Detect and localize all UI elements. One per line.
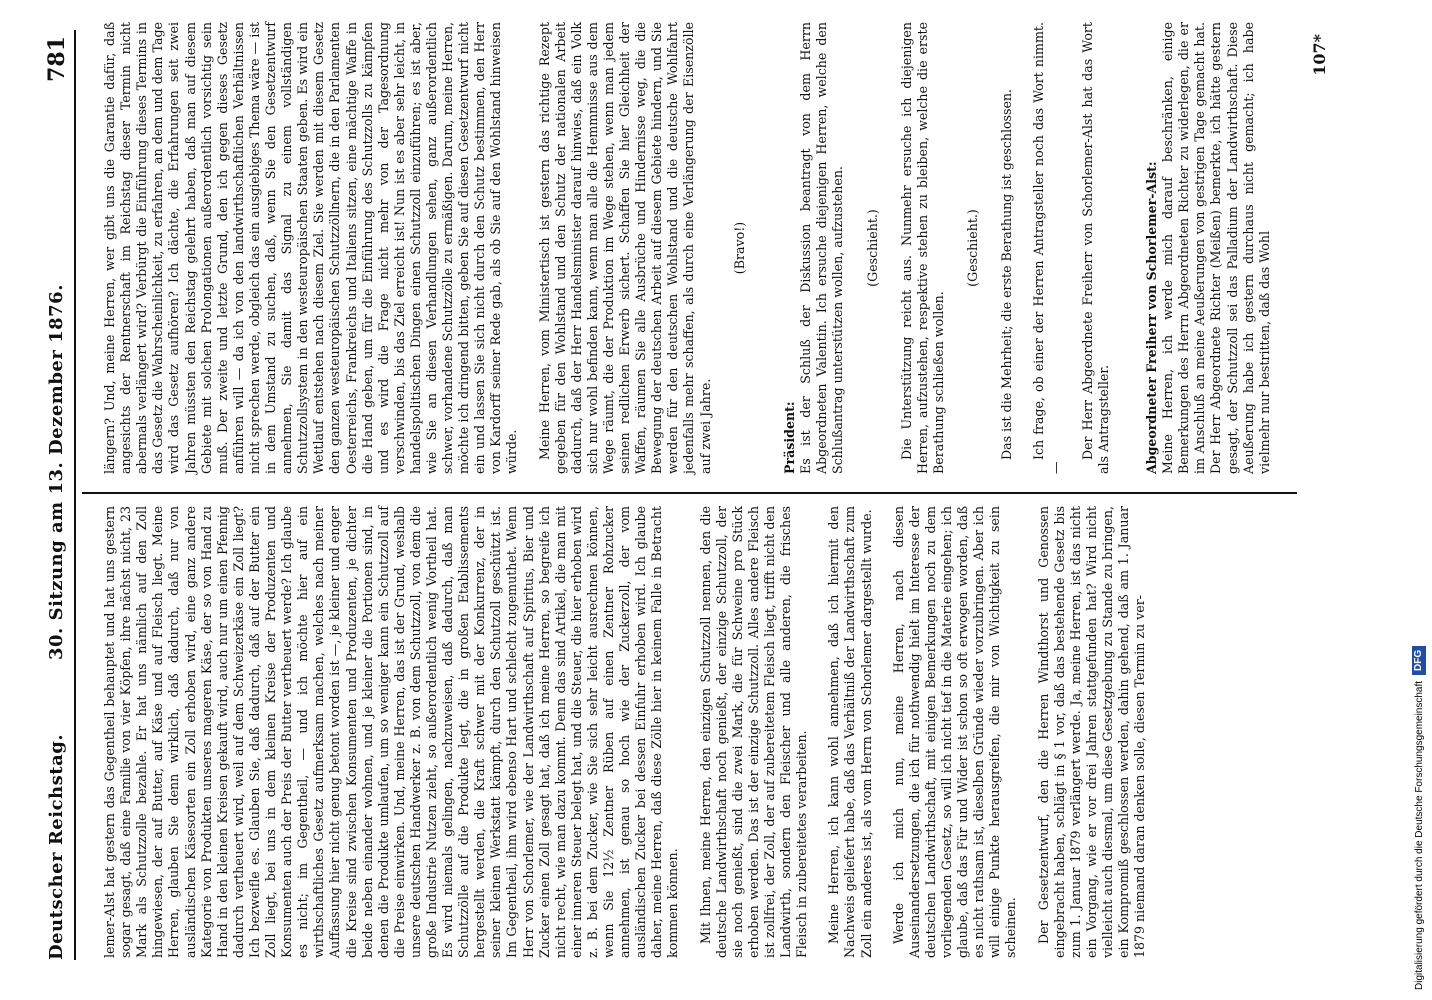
paragraph: Ich frage, ob einer der Herren Antragsteller noch das Wort nimmt. — bbox=[1031, 22, 1063, 474]
column-divider bbox=[82, 492, 1297, 494]
dfg-logo-icon: DFG bbox=[1412, 646, 1426, 675]
stage-direction: (Geschieht.) bbox=[965, 209, 981, 287]
paragraph: Der Herr Abgeordnete Freiherr von Schorlemer-Alst hat das Wort als Antragsteller. bbox=[1079, 22, 1111, 474]
paragraph: Meine Herren, ich kann wohl annehmen, daß ich hiermit den Nachweis geliefert habe, daß das Verhältniß der Landwirthschaft zum Zoll ein anderes ist, als vom Herrn von Schorlemer dargestellt wurde. bbox=[826, 506, 874, 958]
speaker-label: Abgeordneter Freiherr von Schorlemer-Alst: bbox=[1144, 161, 1160, 474]
paragraph: lemer-Alst hat gestern das Gegentheil behauptet und hat uns gestern sogar gesagt, daß eine Familie von vier Köpfen, ihre nächst nicht, 23 Mark als Schutzzolle bezahle. Er hat uns nämlich auf den Zoll hingewiesen, der auf Butter, auf Käse und auf Fleisch liegt. Meine Herren, glauben Sie denn wirklich, daß dadurch, daß nur von ausländischen Käsesorten ein Zoll erhoben wird, eine ganz andere Kategorie von Produkten unseres mageren Käse, der so von Hand zu Hand in den kleinen Kreisen gekauft wird, auch nur um einen Pfennig dadurch vertheuert wird, weil auf dem Schweizerkäse ein Zoll liegt? Ich bezweifle es. Glauben Sie, daß dadurch, daß auf der Butter ein Zoll liegt, bei uns in dem kleinen Kreise der Produzenten und Konsumenten auch der Preis der Butter vertheuert werde? Ich glaube es nicht; im Gegentheil, — und ich möchte hier auf ein wirthschaftliches Gesetz aufmerksam machen, welches nach meiner Auffassung hier nicht genug betont worden ist —, je kleiner und enger die Kreise sind zwischen Konsumenten und Produzenten, je dichter beide neben einander wohnen, und je kleiner die Portionen sind, in denen die Produkte umlaufen, um so weniger kann ein Schutzzoll auf die Preise einwirken. Und, meine Herren, das ist der Grund, weshalb unsere deutschen Handwerker z. B. von dem Schutzzoll, von dem die große Industrie Nutzen zieht, so außerordentlich wenig Vortheil hat. Es wird niemals gelingen, nachzuweisen, daß dadurch, daß man Schutzzölle auf die Produkte legt, die in großen Etablissements hergestellt werden, die Kraft schwer mit der Konkurrenz, der in seiner kleinen Werkstatt kämpft, durch den Schutzoll geschützt ist. Im Gegentheil, ihm wird ebenso Hart und schlecht zugemuthet. Wenn Herr von Schorlemer, wie der Landwirthschaft auf Spiritus, Bier und Zucker einen Zoll gesagt hat, daß ich meine Herren, so begreife ich nicht recht, wie man dazu kommt. Denn das sind Artikel, die man mit einer inneren Steuer belegt hat, und die Steuer, die hier erhoben wird z. B. bei dem Zucker, wie Sie sich sehr leicht ausrechnen können, wenn Sie 12½ Zentner Rüben auf einen Zentner Rohzucker annehmen, ist genau so hoch wie der Zuckerzoll, der vom ausländischen Zucker bei dessen Einfuhr erhoben wird. Ich glaube daher, meine Herren, daß diese Zölle hier in keinem Falle in Betracht kommen können. bbox=[102, 506, 681, 958]
stage-direction: (Bravo!) bbox=[731, 221, 747, 275]
speaker-label: Präsident: bbox=[782, 401, 798, 474]
signature-mark: 107* bbox=[1310, 34, 1329, 76]
publication-title: Deutscher Reichstag. bbox=[46, 733, 67, 960]
paragraph: Werde ich mich nun, meine Herren, nach diesen Auseinandersetzungen, die ich für nothwendig hielt im Interesse der deutschen Landwirthschaft, mit einigen Bemerkungen noch zu dem vorliegenden Gesetz, so will ich nicht tief in die Materie eingehen; ich glaube, daß das Für und Wider ist schon so oft erwogen worden, daß es nicht rathsam ist, dieselben Gründe wieder vorzubringen. Aber ich will einige Punkte herausgreifen, die mir von Wichtigkeit zu sein scheinen. bbox=[890, 506, 1019, 958]
credit-text: Digitalisierung gefördert durch die Deutsche Forschungsgemeinschaft bbox=[1413, 680, 1425, 990]
page-number: 781 bbox=[44, 36, 70, 82]
rotated-page bbox=[10, 0, 1390, 1000]
right-column bbox=[86, 22, 1289, 474]
dfg-credit bbox=[1412, 646, 1426, 990]
paragraph: Die Unterstützung reicht aus. Nunmehr ersuche ich diejenigen Herren, aufzustehen, respektive stehen zu bleiben, welche die erste Berathung schließen wollen. bbox=[898, 22, 946, 474]
session-title: 30. Sitzung am 13. Dezember 1876. bbox=[46, 284, 67, 660]
paragraph: Meine Herren, vom Ministertisch ist gestern das richtige Rezept gegeben für den Wohlstand und den Schutz der nationalen Arbeit dadurch, daß der Herr Handelsminister darauf hinwies, daß ein Volk sich nur wohl befinden kann, wenn man alle die Hemmnisse aus dem Wege räumt, die der Produktion im Wege stehen, wenn man jedem seinen redlichen Erwerb sichert. Schaffen Sie hier Gleichheit der Waffen, räumen Sie alle Ausbrüche und Hindernisse weg, die die Bewegung der deutschen Arbeit auf diesem Gebiete hindern, und Sie werden für den deutschen Wohlstand und die deutsche Wohlfahrt jedenfalls mehr schaffen, als durch eine Verlängerung der Eisenzölle auf zwei Jahre. bbox=[536, 22, 713, 474]
page-header bbox=[40, 30, 76, 960]
paragraph: Das ist die Mehrheit; die erste Berathung ist geschlossen. bbox=[999, 88, 1015, 460]
paragraph: längern? Und, meine Herren, wer gibt uns die Garantie dafür, daß angesichts der Rentnerschaft im Reichstag dieser Termin nicht abermals verlängert wird? Verbürgt die Einführung dieses Termins in das Gesetz die Wahrscheinlichkeit, zu erfahren, an dem und dem Tage wird das Gesetz aufhören? Ich dächte, die Erfahrungen seit zwei Jahren müssten den Reichstag gelehrt haben, daß man auf diesem Gebiete mit solchen Prolongationen außerordentlich vorsichtig sein muß. Der zweite und letzte Grund, den ich gegen dieses Gesetz anführen will — da ich von den landwirthschaftlichen Verhältnissen nicht sprechen werde, obgleich das ein ausgiebiges Thema wäre — ist in dem Umstand zu suchen, daß, wenn Sie den Gesetzentwurf annehmen, Sie damit das Signal zu einem vollständigen Schutzzollsystem in den westeuropäischen Staaten geben. Es wird ein Wettlauf entstehen nach diesem Ziel. Sie werden mit diesem Gesetz den ganzen westeuropäischen Schutzzöllnern, die in den Parlamenten Oesterreichs, Frankreichs und Italiens sitzen, eine mächtige Waffe in die Hand geben, um für die Einführung des Schutzzolls zu kämpfen und es wird die Frage nicht mehr von der Tagesordnung verschwinden, bis das Ziel erreicht ist! Nun ist es aber sehr leicht, in handelspolitischen Dingen einen Schutzzoll einzuführen; es ist aber, wie Sie an diesen Verhandlungen sehen, ganz außerordentlich schwer, vorhandene Schutzzölle zu ermäßigen. Darum, meine Herren, möchte ich dringend bitten, geben Sie auf diesen Gesetzentwurf nicht ein und lassen Sie sich nicht durch den Schutz bestimmen, den Herr von Kardorff seiner Rede gab, als ob Sie auf den Wohlstand hinweisen würde. bbox=[102, 22, 520, 474]
left-column bbox=[86, 506, 1164, 958]
speech-text: Meine Herren, ich werde mich darauf beschränken, einige Bemerkungen des Herrn Abgeordneten Richter zu widerlegen, die er im Anschluß an meine Aeußerungen von gestrigen Tage gemacht hat. Der Herr Abgeordnete Richter (Meißen) bemerkte, ich hätte gestern gesagt, der Schutzzoll sei das Palladium der Landwirthschaft. Diese Aeußerung habe ich gestern durchaus nicht gemacht; ich habe vielmehr nur bestritten, daß das Wohl bbox=[1160, 22, 1272, 474]
speech-text: Es ist der Schluß der Diskussion beantragt von dem Herrn Abgeordneten Valentin. Ich ersuche diejenigen Herren, welche den Schlußantrag unterstützen wollen, aufzustehen. bbox=[798, 22, 846, 474]
stage-direction: (Geschieht.) bbox=[864, 209, 880, 287]
paragraph: Mit Ihnen, meine Herren, den einzigen Schutzzoll nennen, den die deutsche Landwirthschaft noch genießt, der einzige Schutzzoll, der sie noch genießt, sind die zwei Mark, die für Schweine pro Stück erhoben werden. Das ist der einzige Schutzzoll. Alles andere Fleisch ist zollfrei, der Zoll, der auf zubereitetem Fleisch liegt, trifft nicht den Landwirth, sondern den Fleischer und alle anderen, die frisches Fleisch in zubereitetes verarbeiten. bbox=[697, 506, 810, 958]
paragraph: Der Gesetzentwurf, den die Herren Windthorst und Genossen eingebracht haben, schlägt in § 1 vor, daß das bestehende Gesetz bis zum 1. Januar 1879 verlängert werde. Ja, meine Herren, ist das nicht ein Vorgang, wie er vor drei Jahren stattgefunden hat? Wird nicht vielleicht auch diesmal, um diese Gesetzgebung zu Stande zu bringen, ein Kompromiß geschlossen werden, dahin gehend, daß am 1. Januar 1879 niemand daran denken solle, diesen Termin zu ver- bbox=[1035, 506, 1148, 958]
